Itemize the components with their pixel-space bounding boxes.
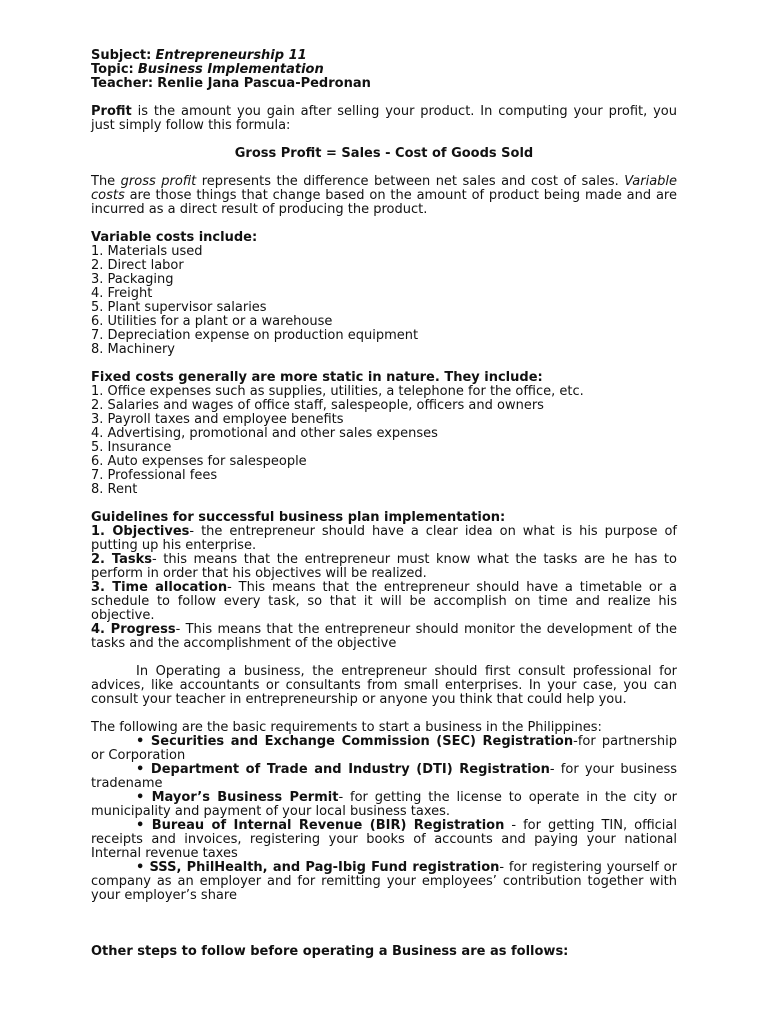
profit-text: is the amount you gain after selling your product. In computing your profit, you just simply follow this formula: [91,104,677,133]
profit-term: Profit [91,104,132,119]
topic-label: Topic: [91,62,134,77]
list-item: 3. Payroll taxes and employee benefits [91,412,344,427]
requirement-text: - for registering yourself or company as an employer and for remitting your employees’ contribution together with your employer’s share [91,860,677,903]
list-item: 4. Freight [91,286,153,301]
requirement-text: -for partnership or Corporation [91,734,677,763]
variable-costs-heading: Variable costs include: [91,230,258,245]
definition-text-3: are those things that change based on the amount of product being made and are incurred as a direct result of producing the product. [91,188,677,217]
topic-line [91,63,677,77]
guideline-text: - This means that the entrepreneur should have a timetable or a schedule to follow every task, so that it will be accomplish on time and realize his objective. [91,580,677,623]
requirement-text: - for getting TIN, official receipts and invoices, registering your books of accounts and paying your national Internal revenue taxes [91,818,677,861]
requirement-title: • Securities and Exchange Commission (SEC) Registration [136,734,574,749]
requirement-item [91,791,677,819]
list-item: 5. Insurance [91,440,172,455]
list-item: 7. Depreciation expense on production equipment [91,328,419,343]
variable-costs-list [91,245,677,357]
gross-profit-formula: Gross Profit = Sales - Cost of Goods Sold [234,146,534,161]
guideline-item [91,525,677,553]
guideline-item [91,623,677,651]
other-steps-heading: Other steps to follow before operating a Business are as follows: [91,944,569,959]
fixed-costs-list [91,385,677,497]
list-item: 8. Machinery [91,342,175,357]
variable-costs-term: Variable costs [91,174,678,203]
guideline-title: 1. Objectives [91,524,190,539]
list-item: 2. Salaries and wages of office staff, salespeople, officers and owners [91,398,544,413]
list-item: 2. Direct labor [91,258,184,273]
fixed-costs-heading: Fixed costs generally are more static in nature. They include: [91,370,543,385]
requirement-title: • SSS, PhilHealth, and Pag-Ibig Fund registration [136,860,500,875]
list-item: 8. Rent [91,482,138,497]
list-item: 6. Utilities for a plant or a warehouse [91,314,333,329]
guideline-item [91,553,677,581]
teacher-line [91,77,677,91]
requirement-title: • Department of Trade and Industry (DTI) Registration [136,762,550,777]
subject-value: Entrepreneurship 11 [155,48,307,63]
teacher-label: Teacher: [91,76,154,91]
list-item: 3. Packaging [91,272,174,287]
guideline-title: 4. Progress [91,622,176,637]
requirement-item [91,735,677,763]
requirement-title: • Bureau of Internal Revenue (BIR) Registration [136,818,505,833]
requirements-list [91,735,677,903]
requirement-item [91,861,677,903]
document-content [91,49,677,959]
definition-text-1: The [91,174,121,189]
list-item: 6. Auto expenses for salespeople [91,454,307,469]
requirement-text: - for your business tradename [91,762,677,791]
guidelines-heading: Guidelines for successful business plan implementation: [91,510,506,525]
definition-paragraph [91,175,677,217]
list-item: 5. Plant supervisor salaries [91,300,267,315]
teacher-value: Renlie Jana Pascua-Pedronan [157,76,371,91]
requirement-text: - for getting the license to operate in the city or municipality and payment of your local business taxes. [91,790,677,819]
list-item: 1. Office expenses such as supplies, utilities, a telephone for the office, etc. [91,384,584,399]
gross-profit-term: gross profit [120,174,197,189]
guideline-text: - this means that the entrepreneur must know what the tasks are he has to perform in order that his objectives will be realized. [91,552,677,581]
operating-paragraph: In Operating a business, the entrepreneur should first consult professional for advices, like accountants or consultants from small enterprises. In your case, you can consult your teacher in entrepreneurship or anyone you think that could help you. [91,664,677,707]
guideline-item [91,581,677,623]
subject-label: Subject: [91,48,152,63]
guideline-text: - the entrepreneur should have a clear idea on what is his purpose of putting up his enterprise. [91,524,678,553]
requirement-item [91,819,677,861]
subject-line [91,49,677,63]
list-item: 4. Advertising, promotional and other sales expenses [91,426,438,441]
guideline-text: - This means that the entrepreneur should monitor the development of the tasks and the accomplishment of the objective [91,622,678,651]
guideline-title: 3. Time allocation [91,580,228,595]
requirement-item [91,763,677,791]
requirement-title: • Mayor’s Business Permit [136,790,339,805]
list-item: 7. Professional fees [91,468,218,483]
definition-text-2: represents the difference between net sales and cost of sales. [196,174,625,189]
topic-value: Business Implementation [137,62,324,77]
requirements-intro: The following are the basic requirements to start a business in the Philippines: [91,720,602,735]
profit-paragraph [91,105,677,133]
guideline-title: 2. Tasks [91,552,153,567]
list-item: 1. Materials used [91,244,203,259]
